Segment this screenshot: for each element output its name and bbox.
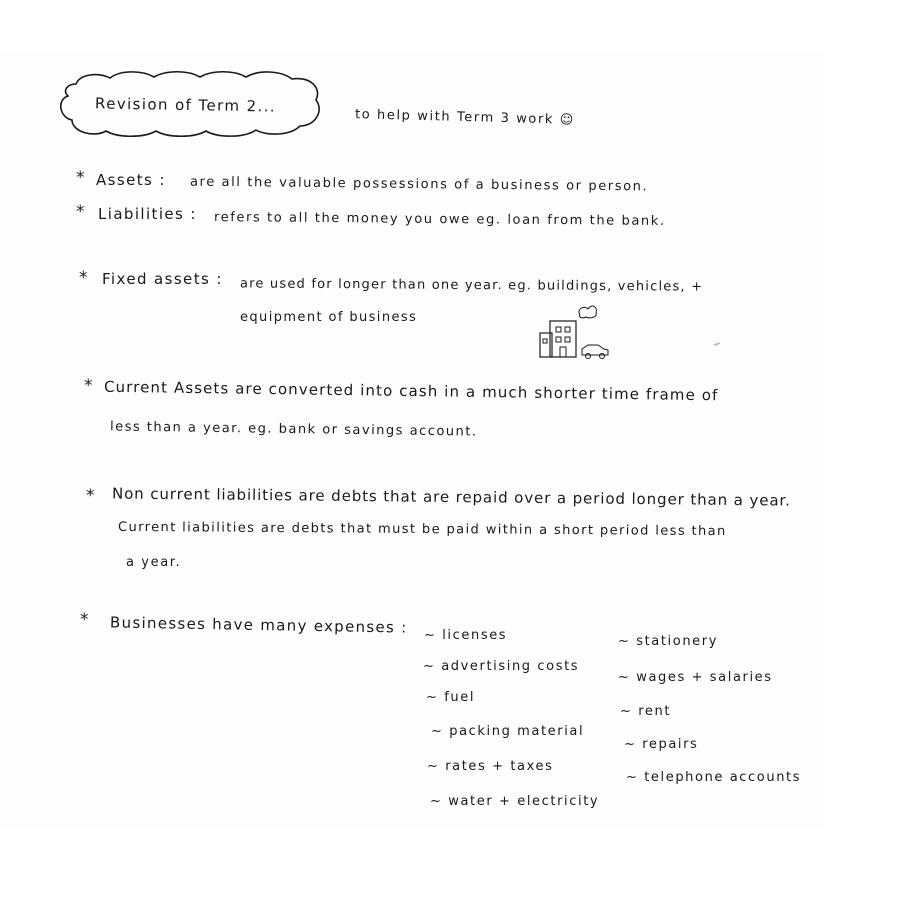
fixed-assets-line-2: equipment of business xyxy=(240,310,418,325)
term-assets: Assets : xyxy=(96,171,166,189)
buildings-and-car-doodle xyxy=(536,303,614,361)
expense-item: ~ licenses xyxy=(424,628,508,643)
fixed-assets-line-1: are used for longer than one year. eg. buildings, vehicles, + xyxy=(239,276,704,295)
bullet-star: * xyxy=(80,610,89,630)
term-fixed-assets: Fixed assets : xyxy=(102,270,223,288)
bullet-star: * xyxy=(84,376,93,396)
current-liabilities-line: Current liabilities are debts that must be paid within a short period less than xyxy=(117,519,727,540)
expense-item: ~ wages + salaries xyxy=(618,670,773,685)
expense-item: ~ water + electricity xyxy=(430,794,600,809)
bullet-star: * xyxy=(79,268,88,288)
cloud-title: Revision of Term 2... xyxy=(94,94,277,116)
expense-item: ~ packing material xyxy=(431,724,585,739)
bullet-star: * xyxy=(86,486,95,506)
current-liabilities-line-3: a year. xyxy=(126,555,182,570)
subtitle-text: to help with Term 3 work xyxy=(354,107,560,128)
definition-liabilities: refers to all the money you owe eg. loan from the bank. xyxy=(213,210,666,229)
term-liabilities: Liabilities : xyxy=(98,205,197,223)
current-assets-line-1: Current Assets are converted into cash in a much shorter time frame of xyxy=(103,377,719,405)
expense-item: ~ rent xyxy=(620,704,672,719)
smiley-icon: ☺ xyxy=(559,112,576,128)
bullet-star: * xyxy=(76,202,85,222)
non-current-liabilities-line: Non current liabilities are debts that are repaid over a period longer than a year. xyxy=(111,484,791,510)
expense-item: ~ telephone accounts xyxy=(626,770,802,785)
expense-item: ~ repairs xyxy=(624,737,699,752)
expense-item: ~ fuel xyxy=(426,690,476,705)
bullet-star: * xyxy=(76,168,85,188)
definition-assets: are all the valuable possessions of a business or person. xyxy=(189,174,649,195)
current-assets-line-2: less than a year. eg. bank or savings account. xyxy=(109,419,478,440)
expense-item: ~ advertising costs xyxy=(423,659,580,674)
notebook-page xyxy=(2,52,824,828)
expense-item: ~ stationery xyxy=(618,634,718,649)
expense-item: ~ rates + taxes xyxy=(427,759,554,774)
expenses-intro: Businesses have many expenses : xyxy=(109,613,408,637)
